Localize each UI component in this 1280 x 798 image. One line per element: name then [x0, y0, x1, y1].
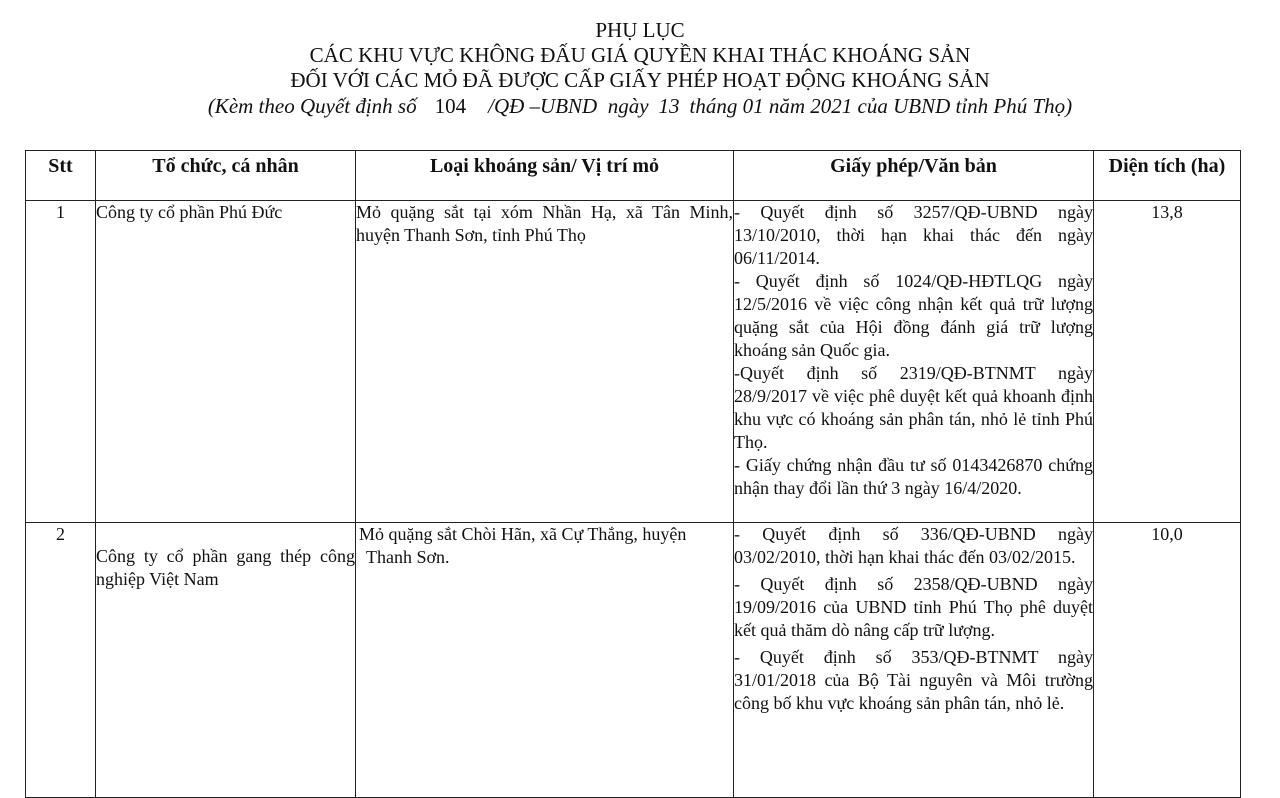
decision-day: 13	[658, 94, 680, 118]
row-organization: Công ty cổ phần Phú Đức	[96, 201, 356, 523]
document-title-line-2: ĐỐI VỚI CÁC MỎ ĐÃ ĐƯỢC CẤP GIẤY PHÉP HOẠT ĐỘNG KHOÁNG SẢN	[290, 68, 990, 92]
permit-item: -Quyết định số 2319/QĐ-BTNMT ngày 28/9/2017 về việc phê duyệt kết quả khoanh định khu vực có khoáng sản phân tán, nhỏ lẻ tỉnh Phú Thọ.	[734, 363, 1093, 452]
annex-title: PHỤ LỤC	[595, 18, 685, 42]
row-organization: Công ty cổ phần gang thép công nghiệp Việt Nam	[96, 523, 356, 798]
decision-reference-suffix: tháng 01 năm 2021 của UBND tỉnh Phú Thọ)	[689, 94, 1073, 118]
table-row	[26, 523, 1241, 798]
row-area: 13,8	[1094, 201, 1241, 523]
table-header-row	[26, 151, 1241, 201]
document-header	[0, 18, 1280, 119]
permit-item: - Quyết định số 2358/QĐ-UBND ngày 19/09/2016 của UBND tỉnh Phú Thọ phê duyệt kết quả thăm dò nâng cấp trữ lượng.	[734, 574, 1093, 640]
permit-item: - Giấy chứng nhận đầu tư số 0143426870 chứng nhận thay đổi lần thứ 3 ngày 16/4/2020.	[734, 455, 1093, 498]
row-stt: 1	[26, 201, 96, 523]
column-header-stt: Stt	[26, 151, 96, 201]
row-mineral-location	[356, 523, 734, 798]
permit-item: - Quyết định số 3257/QĐ-UBND ngày 13/10/2010, thời hạn khai thác đến ngày 06/11/2014.	[734, 202, 1093, 268]
decision-reference-prefix: (Kèm theo Quyết định số	[207, 94, 417, 118]
mineral-location-line: Mỏ quặng sắt Chòi Hãn, xã Cự Thắng, huyện	[359, 524, 687, 544]
mining-areas-table	[25, 150, 1241, 798]
mineral-location-line: Thanh Sơn.	[366, 547, 450, 567]
permit-item: - Quyết định số 1024/QĐ-HĐTLQG ngày 12/5/2016 về việc công nhận kết quả trữ lượng quặng sắt của Hội đồng đánh giá trữ lượng khoáng sản Quốc gia.	[734, 271, 1093, 360]
row-stt: 2	[26, 523, 96, 798]
row-permits	[734, 523, 1094, 798]
decision-reference	[0, 93, 1280, 119]
column-header-permits: Giấy phép/Văn bản	[734, 151, 1094, 201]
row-mineral-location: Mỏ quặng sắt tại xóm Nhần Hạ, xã Tân Minh, huyện Thanh Sơn, tỉnh Phú Thọ	[356, 201, 734, 523]
document-title-line-1: CÁC KHU VỰC KHÔNG ĐẤU GIÁ QUYỀN KHAI THÁC KHOÁNG SẢN	[309, 43, 971, 67]
table-row	[26, 201, 1241, 523]
permit-item: - Quyết định số 336/QĐ-UBND ngày 03/02/2010, thời hạn khai thác đến 03/02/2015.	[734, 524, 1093, 567]
column-header-area: Diện tích (ha)	[1094, 151, 1241, 201]
row-area: 10,0	[1094, 523, 1241, 798]
column-header-organization: Tổ chức, cá nhân	[96, 151, 356, 201]
row-permits	[734, 201, 1094, 523]
decision-number: 104	[434, 94, 467, 118]
permit-item: - Quyết định số 353/QĐ-BTNMT ngày 31/01/2018 của Bộ Tài nguyên và Môi trường công bố khu vực khoáng sản phân tán, nhỏ lẻ.	[734, 647, 1093, 713]
decision-reference-mid: /QĐ –UBND ngày	[488, 94, 649, 118]
column-header-mineral-location: Loại khoáng sản/ Vị trí mỏ	[356, 151, 734, 201]
